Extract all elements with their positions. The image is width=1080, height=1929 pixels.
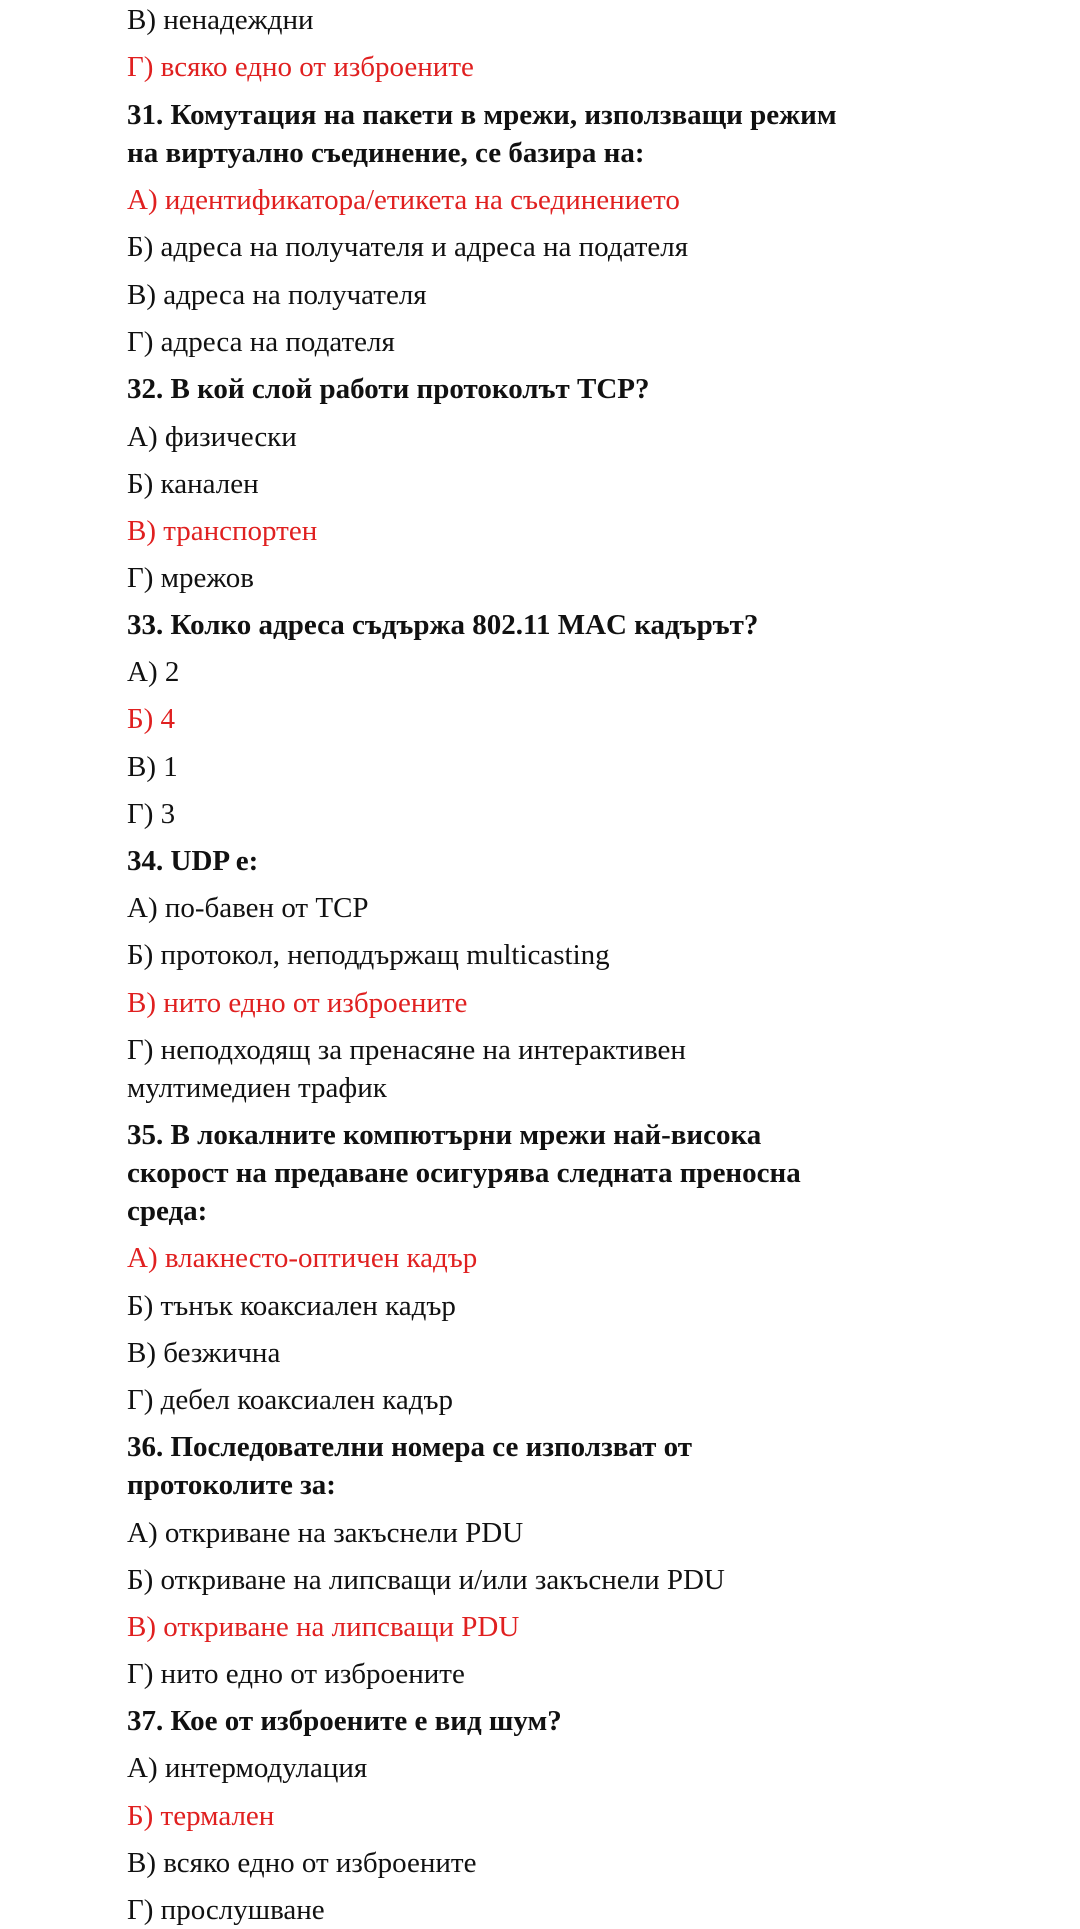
question-line: на виртуално съединение, се базира на: [127,137,645,169]
question-line: 35. В локалните компютърни мрежи най-висока [127,1119,762,1151]
question-line: среда: [127,1195,208,1227]
answer-line: В) всяко едно от изброените [127,1847,477,1879]
answer-line: А) интермодулация [127,1752,368,1784]
question-line: 36. Последователни номера се използват от [127,1431,692,1463]
question-line: 31. Комутация на пакети в мрежи, използващи режим [127,99,837,131]
answer-line: В) адреса на получателя [127,279,427,311]
answer-line: Б) тънък коаксиален кадър [127,1290,456,1322]
question-line: скорост на предаване осигурява следната преносна [127,1157,801,1189]
answer-line: Б) протокол, неподдържащ multicasting [127,939,610,971]
correct-answer-line: А) влакнесто-оптичен кадър [127,1242,478,1274]
correct-answer-line: В) нито едно от изброените [127,987,468,1019]
answer-line: Б) адреса на получателя и адреса на подателя [127,231,689,263]
answer-line: Б) откриване на липсващи и/или закъснели PDU [127,1564,725,1596]
answer-line: Г) адреса на подателя [127,326,395,358]
correct-answer-line: Б) 4 [127,703,176,735]
answer-line: В) ненадеждни [127,4,314,36]
correct-answer-line: В) откриване на липсващи PDU [127,1611,520,1643]
answer-line: В) 1 [127,751,178,783]
correct-answer-line: Г) всяко едно от изброените [127,51,474,83]
answer-line: А) 2 [127,656,180,688]
correct-answer-line: Б) термален [127,1800,275,1832]
answer-line: Г) неподходящ за пренасяне на интерактивен [127,1034,686,1066]
answer-line: Г) нито едно от изброените [127,1658,465,1690]
answer-line: Г) дебел коаксиален кадър [127,1384,454,1416]
question-line: 34. UDP е: [127,845,259,877]
correct-answer-line: В) транспортен [127,515,318,547]
answer-line: Г) 3 [127,798,176,830]
answer-line: В) безжична [127,1337,281,1369]
question-line: протоколите за: [127,1469,336,1501]
answer-line: Б) канален [127,468,259,500]
correct-answer-line: А) идентификатора/етикета на съединението [127,184,680,216]
question-line: 37. Кое от изброените е вид шум? [127,1705,562,1737]
answer-line: А) по-бавен от TCP [127,892,369,924]
answer-line: А) физически [127,421,297,453]
answer-line: А) откриване на закъснели PDU [127,1517,524,1549]
answer-line: мултимедиен трафик [127,1072,387,1104]
question-line: 33. Колко адреса съдържа 802.11 MAC кадърът? [127,609,759,641]
answer-line: Г) прослушване [127,1894,325,1926]
question-line: 32. В кой слой работи протоколът TCP? [127,373,650,405]
answer-line: Г) мрежов [127,562,254,594]
